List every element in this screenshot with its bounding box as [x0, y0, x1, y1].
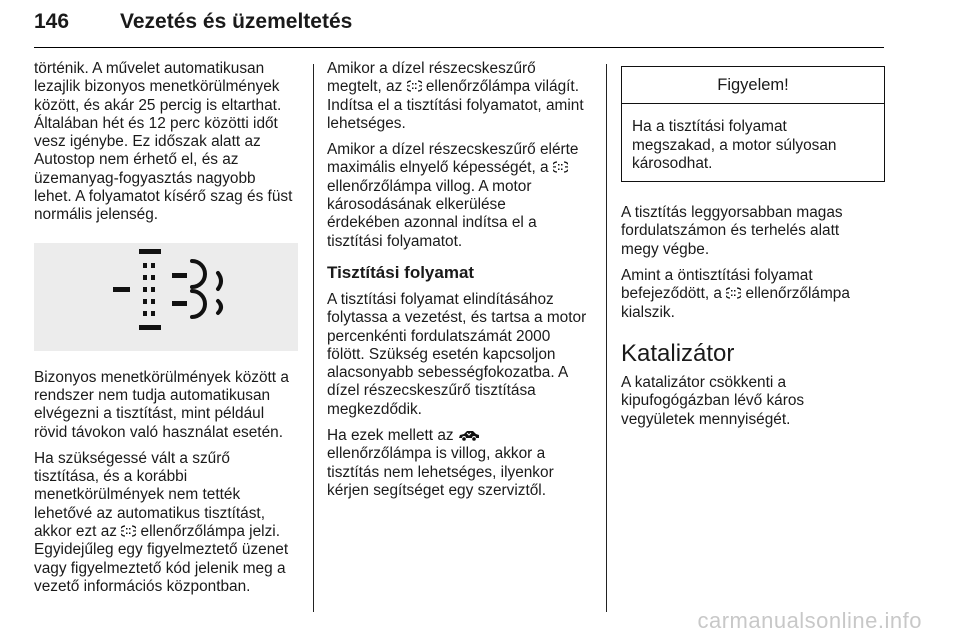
section-heading-catalyst: Katalizátor	[621, 339, 735, 367]
chapter-title: Vezetés és üzemeltetés	[120, 10, 353, 33]
column-3	[621, 66, 886, 437]
dpf-symbol-icon	[34, 243, 298, 351]
dpf-warning-icon	[726, 286, 741, 300]
warning-title: Figyelem!	[622, 67, 884, 104]
dpf-warning-icon	[121, 524, 136, 538]
service-car-icon	[458, 429, 480, 442]
column-1	[34, 60, 300, 604]
col2-paragraph-1: Amikor a dízel részecskeszűrő megtelt, az ellenőrzőlámpa világít. Indítsa el a tisztítási folyamatot, amint lehetséges.	[327, 60, 584, 132]
col1-paragraph-2: Bizonyos menetkörülmények között a rendszer nem tudja automatikusan elvégezni a tisztítást, mint például rövid távokon való használat esetén.	[34, 368, 289, 441]
col2-paragraph-3: A tisztítási folyamat elindításához folytassa a vezetést, és tartsa a motor percenkénti fordulatszámát 2000 fölött. Szükség esetén kapcsoljon alacsonyabb sebességfokozatba. A dízel részecskeszűrő tisztítása megkezdődik.	[327, 290, 587, 418]
dpf-illustration	[34, 243, 298, 351]
dpf-warning-icon	[553, 160, 568, 174]
column-divider-2	[606, 64, 607, 612]
warning-body: Ha a tisztítási folyamat megszakad, a motor súlyosan károsodhat.	[632, 118, 837, 172]
column-2	[327, 60, 595, 508]
page-number: 146	[34, 10, 70, 33]
col2-paragraph-4: Ha ezek mellett az ellenőrzőlámpa is villog, akkor a tisztítás nem lehetséges, ilyenkor kérjen segítséget egy szerviztől.	[327, 427, 554, 499]
col1-paragraph-1: történik. A művelet automatikusan lezajlik bizonyos menetkörülmények között, és akár 25 percig is eltarthat. Általában hét és 12 perc közötti időt vesz igénybe. Ez időszak alatt az Autostop nem érhető el, és az üzemanyag-fogyasztás nagyobb lehet. A folyamatot kísérő szag és füst normális jelenség.	[34, 60, 293, 224]
col2-paragraph-2: Amikor a dízel részecskeszűrő elérte maximális elnyelő képességét, a ellenőrzőlámpa villog. A motor károsodásának elkerülése érdekében azonnal indítsa el a tisztítási folyamatot.	[327, 141, 579, 250]
col1-paragraph-3: Ha szükségessé vált a szűrő tisztítása, és a korábbi menetkörülmények nem tették lehetővé az automatikus tisztítást, akkor ezt az ellenőrzőlámpa jelzi. Egyidejűleg egy figyelmeztető üzenet vagy figyelmeztető kód jelenik meg a vezető információs központban.	[34, 449, 289, 595]
warning-box	[621, 66, 885, 182]
header-rule	[34, 47, 884, 48]
column-divider-1	[313, 64, 314, 612]
col3-paragraph-3: A katalizátor csökkenti a kipufogógázban lévő káros vegyületek mennyiségét.	[621, 373, 805, 428]
col3-paragraph-2: Amint a öntisztítási folyamat befejeződött, a ellenőrzőlámpa kialszik.	[621, 267, 850, 321]
dpf-warning-icon	[407, 79, 422, 93]
watermark: carmanualsonline.info	[697, 608, 922, 633]
section-heading-cleaning: Tisztítási folyamat	[327, 262, 475, 282]
col3-paragraph-1: A tisztítás leggyorsabban magas fordulatszámon és terhelés alatt megy végbe.	[621, 204, 843, 258]
page-header	[34, 6, 884, 48]
